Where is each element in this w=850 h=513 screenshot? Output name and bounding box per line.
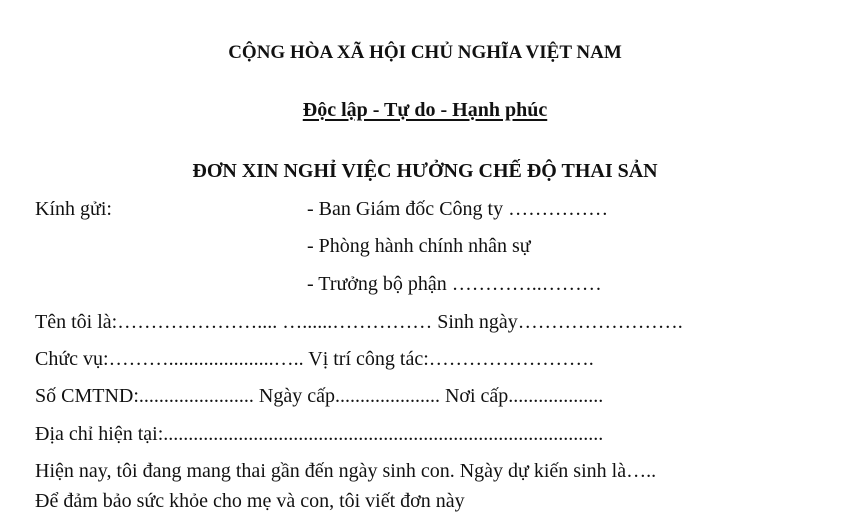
document-title: ĐƠN XIN NGHỈ VIỆC HƯỞNG CHẾ ĐỘ THAI SẢN: [192, 160, 658, 182]
recipient-label: Kính gửi:: [35, 198, 112, 220]
recipient-item: - Ban Giám đốc Công ty ……………: [307, 198, 609, 220]
address-field-line: Địa chỉ hiện tại:........................................................................................: [35, 423, 604, 445]
pregnancy-statement-line: Hiện nay, tôi đang mang thai gần đến ngày sinh con. Ngày dự kiến sinh là…..: [35, 460, 657, 482]
truncated-paragraph-line: Để đảm bảo sức khỏe cho mẹ và con, tôi viết đơn này: [35, 490, 465, 512]
id-card-field-line: Số CMTND:....................... Ngày cấp..................... Nơi cấp...................: [35, 385, 604, 407]
name-field-line: Tên tôi là:………………….... …......…………… Sinh ngày…………………….: [35, 311, 683, 333]
national-title: CỘNG HÒA XÃ HỘI CHỦ NGHĨA VIỆT NAM: [228, 42, 622, 63]
recipient-item: - Trưởng bộ phận …………..………: [307, 273, 602, 295]
national-motto: Độc lập - Tự do - Hạnh phúc: [302, 99, 548, 121]
position-field-line: Chức vụ:……….....................….. Vị trí công tác:…………………….: [35, 348, 594, 370]
recipient-item: - Phòng hành chính nhân sự: [307, 235, 531, 257]
